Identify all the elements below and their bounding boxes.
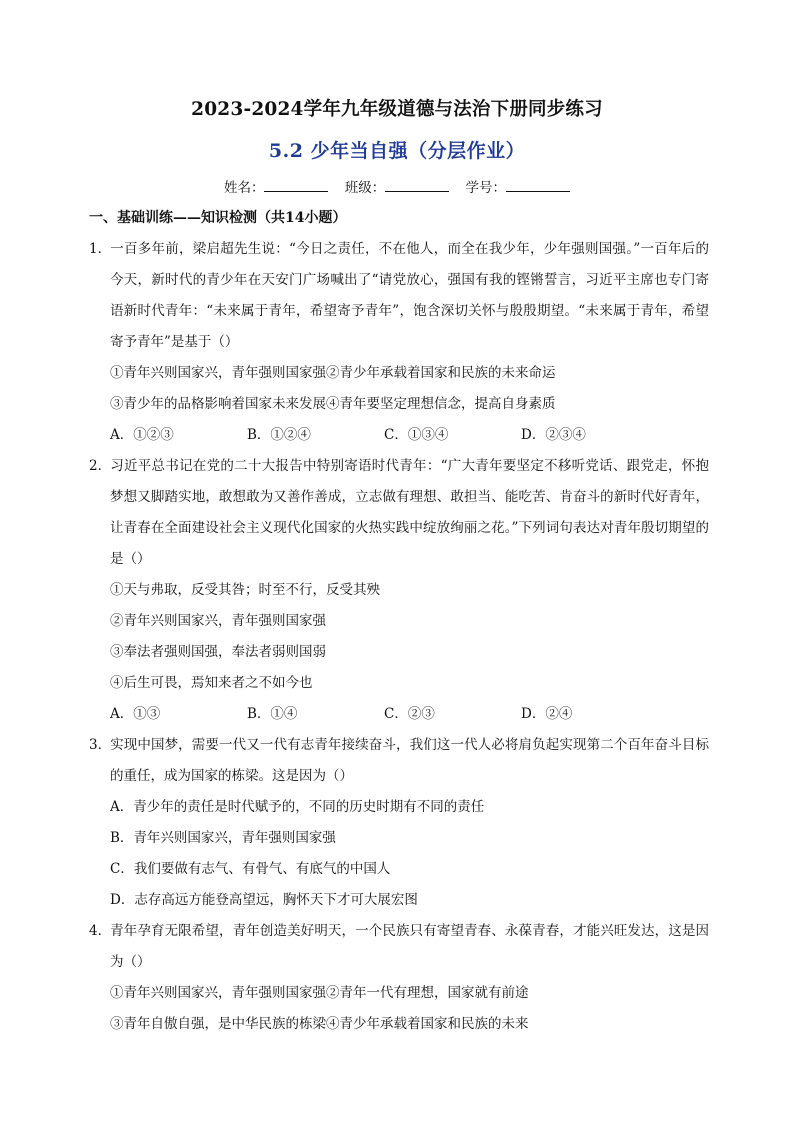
id-label: 学号： [465, 180, 507, 196]
choice-b[interactable]: B．青年兴则国家兴，青年强则国家强 [110, 830, 336, 846]
question-number: 4． [89, 923, 112, 939]
choice-a[interactable]: A．青少年的责任是时代赋予的，不同的历史时期有不同的责任 [110, 799, 485, 815]
sub-title: 5.2 少年当自强（分层作业） [268, 140, 526, 162]
class-field [345, 176, 450, 196]
answer-choices [89, 420, 709, 451]
choice-a[interactable]: A．①③ [110, 706, 161, 722]
section-heading: 一、基础训练——知识检测（共14小题） [89, 210, 347, 226]
question-4 [89, 916, 709, 1040]
question-2 [89, 451, 709, 730]
option-line: ①天与弗取，反受其咎；时至不行，反受其殃 [110, 582, 380, 598]
choice-a[interactable]: A．①②③ [110, 427, 174, 443]
question-number: 1． [89, 241, 112, 257]
id-blank[interactable] [506, 179, 570, 192]
name-field [224, 176, 329, 196]
choice-d[interactable]: D．②④ [521, 706, 573, 722]
name-blank[interactable] [264, 179, 328, 192]
class-label: 班级： [344, 180, 386, 196]
question-stem [89, 234, 709, 358]
name-label: 姓名： [223, 180, 265, 196]
question-1 [89, 234, 709, 451]
question-text: 一百多年前，梁启超先生说：“今日之责任，不在他人，而全在我少年，少年强则国强。”一百年后的今天，新时代的青少年在天安门广场喊出了“请党放心，强国有我的铿锵誓言，习近平主席也专门寄语新时代青年：“未来属于青年，希望寄予青年”，饱含深切关怀与殷殷期望。“未来属于青年，希望寄予青年”是基于（） [110, 241, 709, 350]
option-line: ③青少年的品格影响着国家未来发展④青年要坚定理想信念，提高自身素质 [110, 396, 556, 412]
answer-choices [89, 699, 709, 730]
choice-b[interactable]: B．①②④ [247, 427, 311, 443]
choice-d[interactable]: D．志存高远方能登高望远，胸怀天下才可大展宏图 [110, 892, 418, 908]
option-line: ③青年自傲自强，是中华民族的栋梁④青少年承载着国家和民族的未来 [110, 1016, 529, 1032]
question-stem [89, 916, 709, 978]
main-title: 2023-2024学年九年级道德与法治下册同步练习 [191, 99, 603, 120]
student-info-row [0, 176, 794, 196]
question-list [89, 234, 709, 1040]
option-line: ④后生可畏，焉知来者之不如今也 [110, 675, 313, 691]
option-line: ①青年兴则国家兴，青年强则国家强②青年一代有理想，国家就有前途 [110, 985, 529, 1001]
choice-d[interactable]: D．②③④ [521, 427, 586, 443]
choice-c[interactable]: C．①③④ [384, 427, 449, 443]
question-text: 实现中国梦，需要一代又一代有志青年接续奋斗，我们这一代人必将肩负起实现第二个百年奋斗目标的重任，成为国家的栋梁。这是因为（） [110, 737, 709, 784]
question-number: 2． [89, 458, 112, 474]
question-3 [89, 730, 709, 916]
choice-c[interactable]: C．②③ [384, 706, 435, 722]
class-blank[interactable] [385, 179, 449, 192]
question-text: 青年孕育无限希望，青年创造美好明天，一个民族只有寄望青春、永葆青春，才能兴旺发达，这是因为（） [110, 923, 709, 970]
question-stem [89, 451, 709, 575]
option-line: ③奉法者强则国强，奉法者弱则国弱 [110, 644, 326, 660]
choice-b[interactable]: B．①④ [247, 706, 298, 722]
option-line: ①青年兴则国家兴，青年强则国家强②青少年承载着国家和民族的未来命运 [110, 365, 556, 381]
id-field [466, 176, 571, 196]
choice-c[interactable]: C．我们要做有志气、有骨气、有底气的中国人 [110, 861, 391, 877]
question-number: 3． [89, 737, 112, 753]
question-text: 习近平总书记在党的二十大报告中特别寄语时代青年：“广大青年要坚定不移听党话、跟党走，怀抱梦想又脚踏实地，敢想敢为又善作善成，立志做有理想、敢担当、能吃苦、肯奋斗的新时代好青年，让青春在全面建设社会主义现代化国家的火热实践中绽放绚丽之花。”下列词句表达对青年殷切期望的是（） [110, 458, 709, 567]
question-stem [89, 730, 709, 792]
option-line: ②青年兴则国家兴，青年强则国家强 [110, 613, 326, 629]
